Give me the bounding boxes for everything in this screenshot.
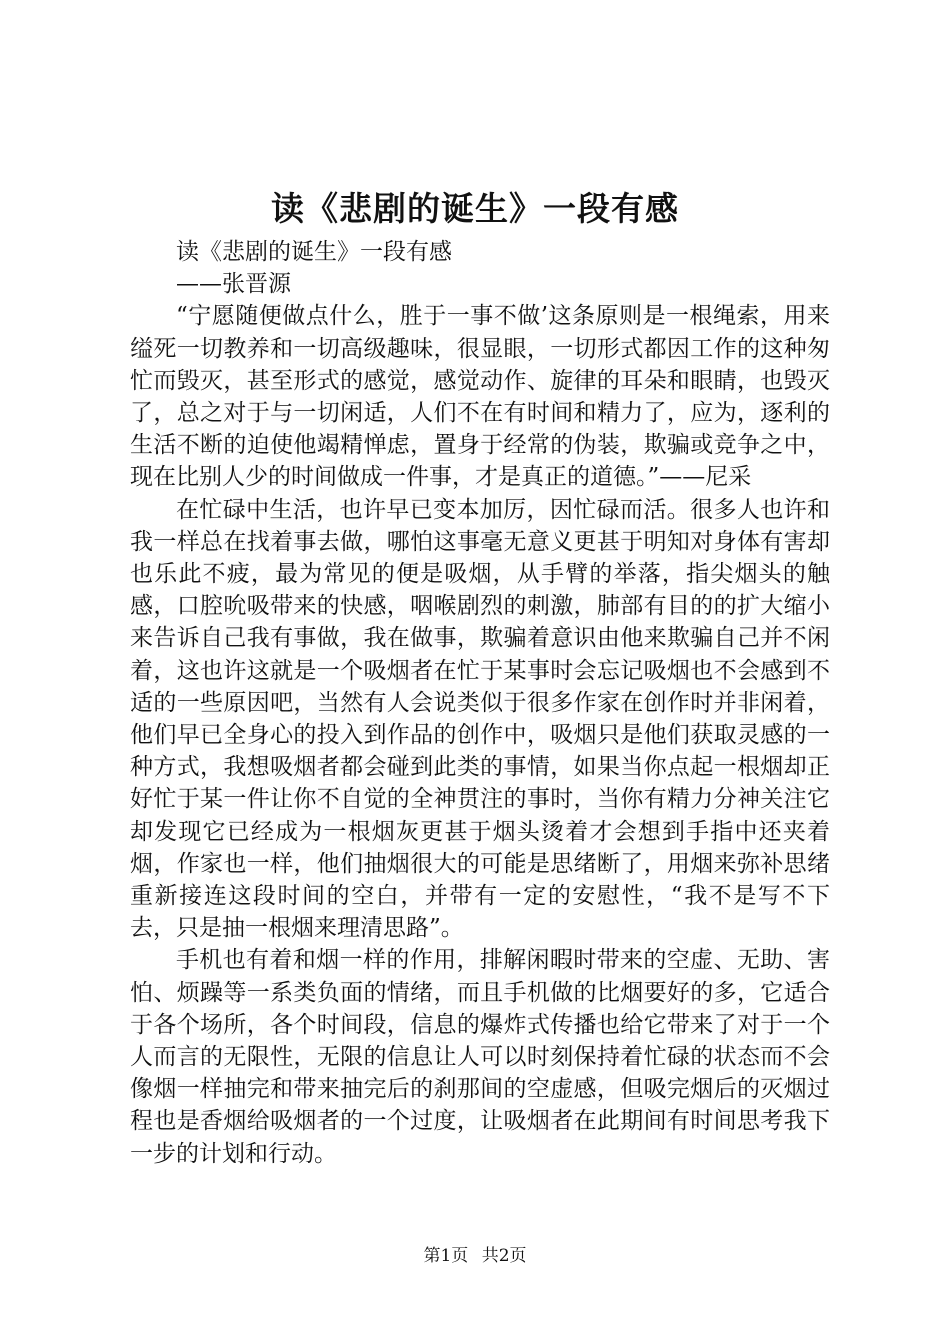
author-line: ——张晋源	[176, 271, 291, 298]
page-number: 第1页	[423, 1246, 469, 1266]
page-total: 共2页	[481, 1246, 527, 1266]
document-title: 读《悲剧的诞生》一段有感	[271, 189, 679, 228]
page-footer	[0, 1244, 950, 1268]
body-paragraph: 在忙碌中生活，也许早已变本加厉，因忙碌而活。很多人也许和我一样总在找着事去做，哪怕这事毫无意义更甚于明知对身体有害却也乐此不疲，最为常见的便是吸烟，从手臂的举落，指尖烟头的触感，口腔吮吸带来的快感，咽喉剧烈的刺激，肺部有目的的扩大缩小来告诉自己我有事做，我在做事，欺骗着意识由他来欺骗自己并不闲着，这也许这就是一个吸烟者在忙于某事时会忘记吸烟也不会感到不适的一些原因吧，当然有人会说类似于很多作家在创作时并非闲着，他们早已全身心的投入到作品的创作中，吸烟只是他们获取灵感的一种方式，我想吸烟者都会碰到此类的事情，如果当你点起一根烟却正好忙于某一件让你不自觉的全神贯注的事时，当你有精力分神关注它却发现它已经成为一根烟灰更甚于烟头烫着才会想到手指中还夹着烟，作家也一样，他们抽烟很大的可能是思绪断了，用烟来弥补思绪重新接连这段时间的空白，并带有一定的安慰性，“我不是写不下去，只是抽一根烟来理清思路”。	[130, 496, 830, 942]
quote-paragraph: “宁愿随便做点什么，胜于一事不做’这条原则是一根绳索，用来缢死一切教养和一切高级趣味，很显眼，一切形式都因工作的这种匆忙而毁灭，甚至形式的感觉，感觉动作、旋律的耳朵和眼睛，也毁灭了，总之对于与一切闲适，人们不在有时间和精力了，应为，逐利的生活不断的迫使他竭精惮虑，置身于经常的伪装，欺骗或竞争之中，现在比别人少的时间做成一件事，才是真正的道德。”——尼采	[130, 303, 830, 491]
document-body	[130, 236, 830, 1170]
subtitle-paragraph: 读《悲剧的诞生》一段有感	[176, 239, 452, 265]
body-paragraph: 手机也有着和烟一样的作用，排解闲暇时带来的空虚、无助、害怕、烦躁等一系类负面的情绪，而且手机做的比烟要好的多，它适合于各个场所，各个时间段，信息的爆炸式传播也给它带来了对于一个人而言的无限性，无限的信息让人可以时刻保持着忙碌的状态而不会像烟一样抽完和带来抽完后的刹那间的空虚感，但吸完烟后的灭烟过程也是香烟给吸烟者的一个过度，让吸烟者在此期间有时间思考我下一步的计划和行动。	[130, 947, 830, 1167]
